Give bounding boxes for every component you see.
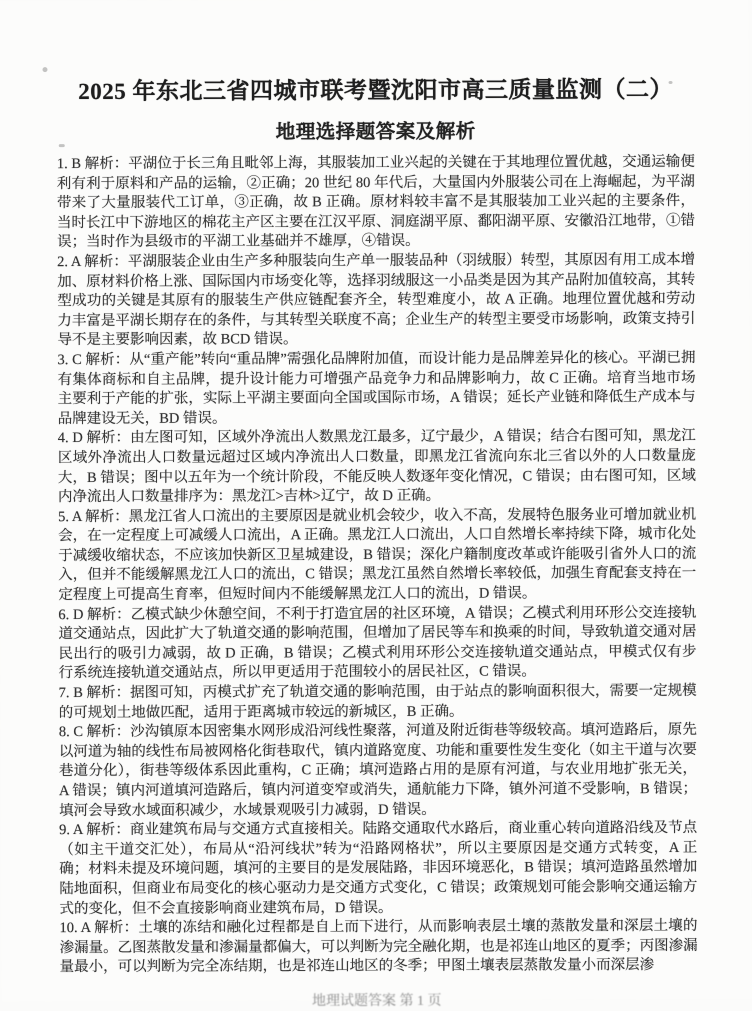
solution-paragraph-7 <box>59 682 697 723</box>
solution-body: 土壤的冻结和融化过程都是自上而下进行，从而影响表层土壤的蒸散发量和深层土壤的渗漏量。乙图蒸散发量和渗漏量都偏大，可以判断为完全融化期，也是祁连山地区的夏季；丙图渗漏量最小，可以判断为完全冻结期，也是祁连山地区的冬季；甲图土壤表层蒸散发量小而深层渗 <box>59 918 698 976</box>
scan-artifact-speck <box>42 67 47 72</box>
solution-paragraph-6 <box>58 604 696 685</box>
solution-head: 10. A 解析： <box>59 919 139 937</box>
solution-paragraph-8 <box>59 721 697 821</box>
solutions-text <box>57 153 698 978</box>
document-subtitle: 地理选择题答案及解析 <box>275 121 476 144</box>
solution-body: 平湖服装企业由生产多种服装向生产单一服装品种（羽绒服）转型，其原因有用工成本增加、原材料价格上涨、国际国内市场变化等，选择羽绒服这一小品类是因为其产品附加值较高，其转型成功的关键是其原有的服装生产供应链配套齐全，转型难度小，故 A 正确。地理位置优越和劳动力丰富是平湖长期存在的条件，与其转型关联度不高；企业生产的转型主要受市场影响，政策支持引导不是主要影响因素，故 BCD 错误。 <box>57 251 696 349</box>
solution-body: 商业建筑布局与交通方式直接相关。陆路交通取代水路后，商业重心转向道路沿线及节点（如主干道交汇处），布局从“沿河线状”转为“沿路网格状”，所以主要原因是交通方式转变，A 正确；材料未提及环境问题，填河的主要目的是发展陆路，非因环境恶化，B 错误；填河造路虽然增加陆地面积，但商业布局变化的核心驱动力是交通方式变化，C 错误；政策规划可能会影响交通运输方式的变化，但不会直接影响商业建筑布局，D 错误。 <box>59 820 698 917</box>
solution-body: 据图可知，丙模式扩充了轨道交通的影响范围，由于站点的影响面积很大，需要一定规模的可规划土地做匹配，适用于距离城市较远的新城区，B 正确。 <box>58 682 697 721</box>
solution-head: 7. B 解析： <box>58 684 131 702</box>
solution-head: 8. C 解析： <box>58 724 131 741</box>
solution-paragraph-5 <box>58 506 696 606</box>
page-body <box>57 77 698 978</box>
solution-body: 平湖位于长三角且毗邻上海，其服装加工业兴起的关键在于其地理位置优越，交通运输便利有利于原料和产品的运输，②正确；20 世纪 80 年代后，大量国内外服装公司在上海崛起，为平湖带来了大量服装代工订单，③正确，故 B 正确。原材料较丰富不是其服装加工业兴起的主要条件，当时长江中下游地区的棉花主产区主要在江汉平原、洞庭湖平原、鄱阳湖平原、安徽沿江地带，①错误；当时作为县级市的平湖工业基础并不雄厚，④错误。 <box>56 153 696 251</box>
solution-paragraph-4 <box>58 427 696 508</box>
solution-body: 由左图可知，区域外净流出人数黑龙江最多，辽宁最少，A 错误；结合右图可知，黑龙江区域外净流出人口数量远超过区域内净流出人口数量，即黑龙江省流向东北三省以外的人口数量庞大，B 错误；图中以五年为一个统计阶段，不能反映人数逐年变化情况，C 错误；由右图可知，区域内净流出人口数量排序为：黑龙江>吉林>辽宁，故 D 正确。 <box>57 428 696 506</box>
solution-body: 沙沟镇原本因密集水网形成沿河线性聚落，河道及附近街巷等级较高。填河造路后，原先以河道为轴的线性布局被网格化街巷取代，镇内道路宽度、功能和重要性发生变化（如主干道与次要巷道分化），街巷等级体系因此重构，C 正确；填河造路占用的是原有河道，与农业用地扩张无关，A 错误；镇内河道填河造路后，镇内河道变窄或消失，通航能力下降，镇外河道不受影响，B 错误；填河会导致水域面积减少，水域景观吸引力减弱，D 错误。 <box>58 722 698 819</box>
solution-head: 4. D 解析： <box>57 430 131 447</box>
solution-head: 2. A 解析： <box>57 253 128 271</box>
document-title: 2025 年东北三省四城市联考暨沈阳市高三质量监测（二） <box>78 76 673 105</box>
solution-body: 黑龙江省人口流出的主要原因是就业机会较少，收入不高，发展特色服务业可增加就业机会，在一定程度上可减缓人口流出，A 正确。黑龙江人口流出，人口自然增长率持续下降，城市化处于减缓收缩状态，不应该加快新区卫星城建设，B 错误；深化户籍制度改革或许能吸引省外人口的流入，但并不能缓解黑龙江人口的流出，C 错误；黑龙江虽然自然增长率较低，加强生育配套支持在一定程度上可提高生育率，但短时间内不能缓解黑龙江人口的流出，D 错误。 <box>58 506 697 604</box>
solution-paragraph-1 <box>57 153 695 253</box>
solution-head: 3. C 解析： <box>57 351 130 369</box>
solution-paragraph-10 <box>59 917 697 978</box>
solution-body: 乙模式缺少休憩空间，不利于打造宜居的社区环境，A 错误；乙模式利用环形公交连接轨道交通站点，因此扩大了轨道交通的影响范围，但增加了居民等车和换乘的时间，导致轨道交通对居民出行的吸引力减弱，故 D 正确，B 错误；乙模式利用环形公交连接轨道交通站点，甲模式仅有步行系统连接轨道交通站点，所以甲更适用于范围较小的居民社区，C 错误。 <box>58 604 697 682</box>
solution-paragraph-3 <box>57 349 695 430</box>
solution-head: 6. D 解析： <box>58 606 131 623</box>
solution-paragraph-9 <box>59 819 697 919</box>
solution-head: 9. A 解析： <box>59 822 130 839</box>
solution-head: 1. B 解析： <box>56 155 129 173</box>
page-footer-clipped-text: 地理试题答案 第 1 页 <box>311 993 442 1010</box>
solution-body: 从“重产能”转向“重品牌”需强化品牌附加值，而设计能力是品牌差异化的核心。平湖已拥有集体商标和自主品牌，提升设计能力可增强产品竞争力和品牌影响力，故 C 正确。培育当地市场主要利于产能的扩张，实际上平湖主要面向全国或国际市场，A 错误；延长产业链和降低生产成本与品牌建设无关，BD 错误。 <box>57 349 696 427</box>
solution-paragraph-2 <box>57 251 695 351</box>
solution-head: 5. A 解析： <box>58 508 129 525</box>
